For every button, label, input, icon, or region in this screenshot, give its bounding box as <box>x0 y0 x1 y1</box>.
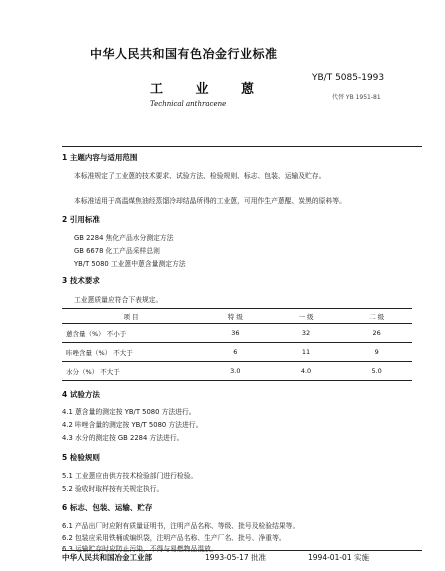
table-header-item: 项 目 <box>62 309 200 324</box>
table-cell: 26 <box>341 324 412 343</box>
table-cell: 32 <box>271 324 342 343</box>
table-row <box>62 343 412 362</box>
table-cell: 5.0 <box>341 362 412 381</box>
table-cell: 6 <box>200 343 271 362</box>
section-4-line-3: 4.3 水分的测定按 GB 2284 方法进行。 <box>62 434 184 442</box>
section-heading-2: 2 引用标准 <box>62 215 100 224</box>
quality-table <box>62 308 412 381</box>
table-row <box>62 362 412 381</box>
section-heading-3: 3 技术要求 <box>62 276 100 285</box>
standard-body: 中华人民共和国有色冶金行业标准 <box>90 47 278 61</box>
section-2-line-2: GB 6678 化工产品采样总则 <box>74 247 160 255</box>
standard-code: YB/T 5085-1993 <box>312 73 385 83</box>
table-cell: 4.0 <box>271 362 342 381</box>
section-6-line-2: 6.2 包装应采用铁桶或编织袋，注明产品名称、生产厂名、批号、净重等。 <box>62 534 286 542</box>
section-1-line-2: 本标准适用于高温煤焦油经蒸馏冷却结晶所得的工业蒽，可用作生产蒽醌、炭黑的原料等。 <box>74 197 346 205</box>
table-header-grade-special: 特 级 <box>200 309 271 324</box>
table-cell: 36 <box>200 324 271 343</box>
table-header-grade-2: 二 级 <box>341 309 412 324</box>
section-heading-6: 6 标志、包装、运输、贮存 <box>62 503 153 512</box>
table-cell: 9 <box>341 343 412 362</box>
section-4-line-2: 4.2 咔唑含量的测定按 YB/T 5080 方法进行。 <box>62 421 203 429</box>
table-row <box>62 324 412 343</box>
effective-date: 1994-01-01 实施 <box>308 553 369 562</box>
publisher: 中华人民共和国冶金工业部 <box>62 553 152 562</box>
section-heading-4: 4 试验方法 <box>62 390 100 399</box>
table-cell: 11 <box>271 343 342 362</box>
approval-date: 1993-05-17 批准 <box>205 553 266 562</box>
section-6-line-3: 6.3 运输贮存时应防止污染，不得与易燃物品混放。 <box>62 545 218 553</box>
table-header-grade-1: 一 级 <box>271 309 342 324</box>
header-rule <box>62 146 422 147</box>
english-title: Technical anthracene <box>150 100 227 108</box>
section-2-line-1: GB 2284 焦化产品水分测定方法 <box>74 234 174 242</box>
table-header-row <box>62 309 412 324</box>
section-4-line-1: 4.1 蒽含量的测定按 YB/T 5080 方法进行。 <box>62 408 196 416</box>
section-1-line-1: 本标准规定了工业蒽的技术要求、试验方法、检验规则、标志、包装、运输及贮存。 <box>74 172 326 180</box>
table-row-label: 水分（%） 不大于 <box>62 362 200 381</box>
section-2-line-3: YB/T 5080 工业蒽中蒽含量测定方法 <box>74 260 186 268</box>
section-heading-1: 1 主题内容与适用范围 <box>62 153 138 162</box>
replaces-note: 代替 YB 1951-81 <box>332 94 381 101</box>
section-6-line-1: 6.1 产品出厂时应附有质量证明书，注明产品名称、等级、批号及检验结果等。 <box>62 522 300 530</box>
table-row-label: 咔唑含量（%） 不大于 <box>62 343 200 362</box>
section-5-line-1: 5.1 工业蒽应由供方技术检验部门进行检验。 <box>62 472 198 480</box>
section-heading-5: 5 检验规则 <box>62 453 100 462</box>
table-row-label: 蒽含量（%） 不小于 <box>62 324 200 343</box>
section-5-line-2: 5.2 验收时取样按有关规定执行。 <box>62 485 164 493</box>
section-3-line-1: 工业蒽质量应符合下表规定。 <box>74 296 163 304</box>
footer-rule <box>62 550 422 551</box>
table-cell: 3.0 <box>200 362 271 381</box>
document-title: 工 业 蒽 <box>150 82 269 97</box>
